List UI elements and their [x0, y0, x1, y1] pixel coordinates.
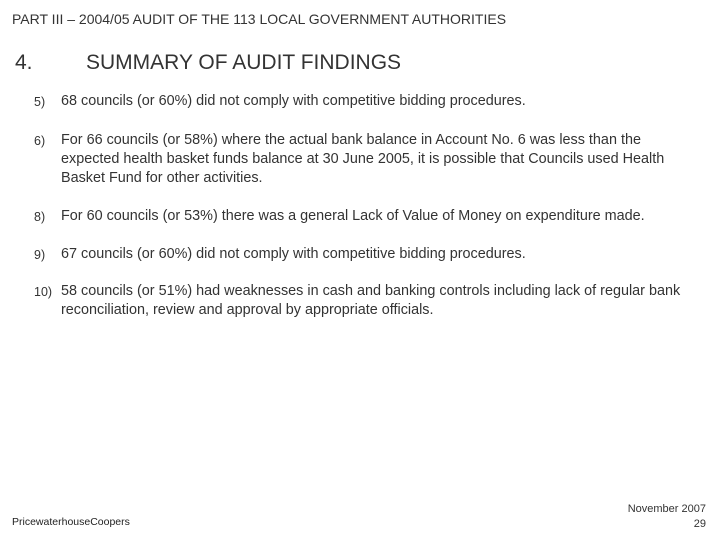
- finding-text: For 60 councils (or 53%) there was a general Lack of Value of Money on expenditure made.: [61, 208, 645, 224]
- finding-number: 6): [34, 134, 46, 148]
- footer-date: November 2007: [627, 503, 706, 515]
- header-title: PART III – 2004/05 AUDIT OF THE 113 LOCAL GOVERNMENT AUTHORITIES: [12, 11, 507, 27]
- finding-text: 58 councils (or 51%) had weaknesses in cash and banking controls including lack of regular bank reconciliation, review and approval by appropriate officials.: [61, 283, 681, 318]
- finding-text: 68 councils (or 60%) did not comply with competitive bidding procedures.: [61, 93, 526, 109]
- finding-number: 10): [34, 285, 53, 299]
- footer-company: PricewaterhouseCoopers: [12, 516, 130, 528]
- finding-number: 9): [34, 248, 46, 262]
- finding-item: [34, 92, 694, 112]
- finding-item: [34, 131, 694, 188]
- finding-text: 67 councils (or 60%) did not comply with competitive bidding procedures.: [61, 246, 526, 262]
- section-number: 4.: [15, 51, 33, 74]
- findings-list: [34, 92, 694, 320]
- footer-page-number: 29: [693, 518, 706, 530]
- finding-item: [34, 207, 694, 227]
- footer-meta: [628, 502, 706, 532]
- section-title: SUMMARY OF AUDIT FINDINGS: [86, 51, 402, 74]
- finding-number: 8): [34, 210, 46, 224]
- finding-item: [34, 282, 694, 320]
- finding-number: 5): [34, 95, 46, 109]
- finding-item: [34, 245, 694, 265]
- finding-text: For 66 councils (or 58%) where the actual bank balance in Account No. 6 was less than the expected health basket funds balance at 30 June 2005, it is possible that Councils used Health Basket Fund for other activities.: [61, 132, 665, 186]
